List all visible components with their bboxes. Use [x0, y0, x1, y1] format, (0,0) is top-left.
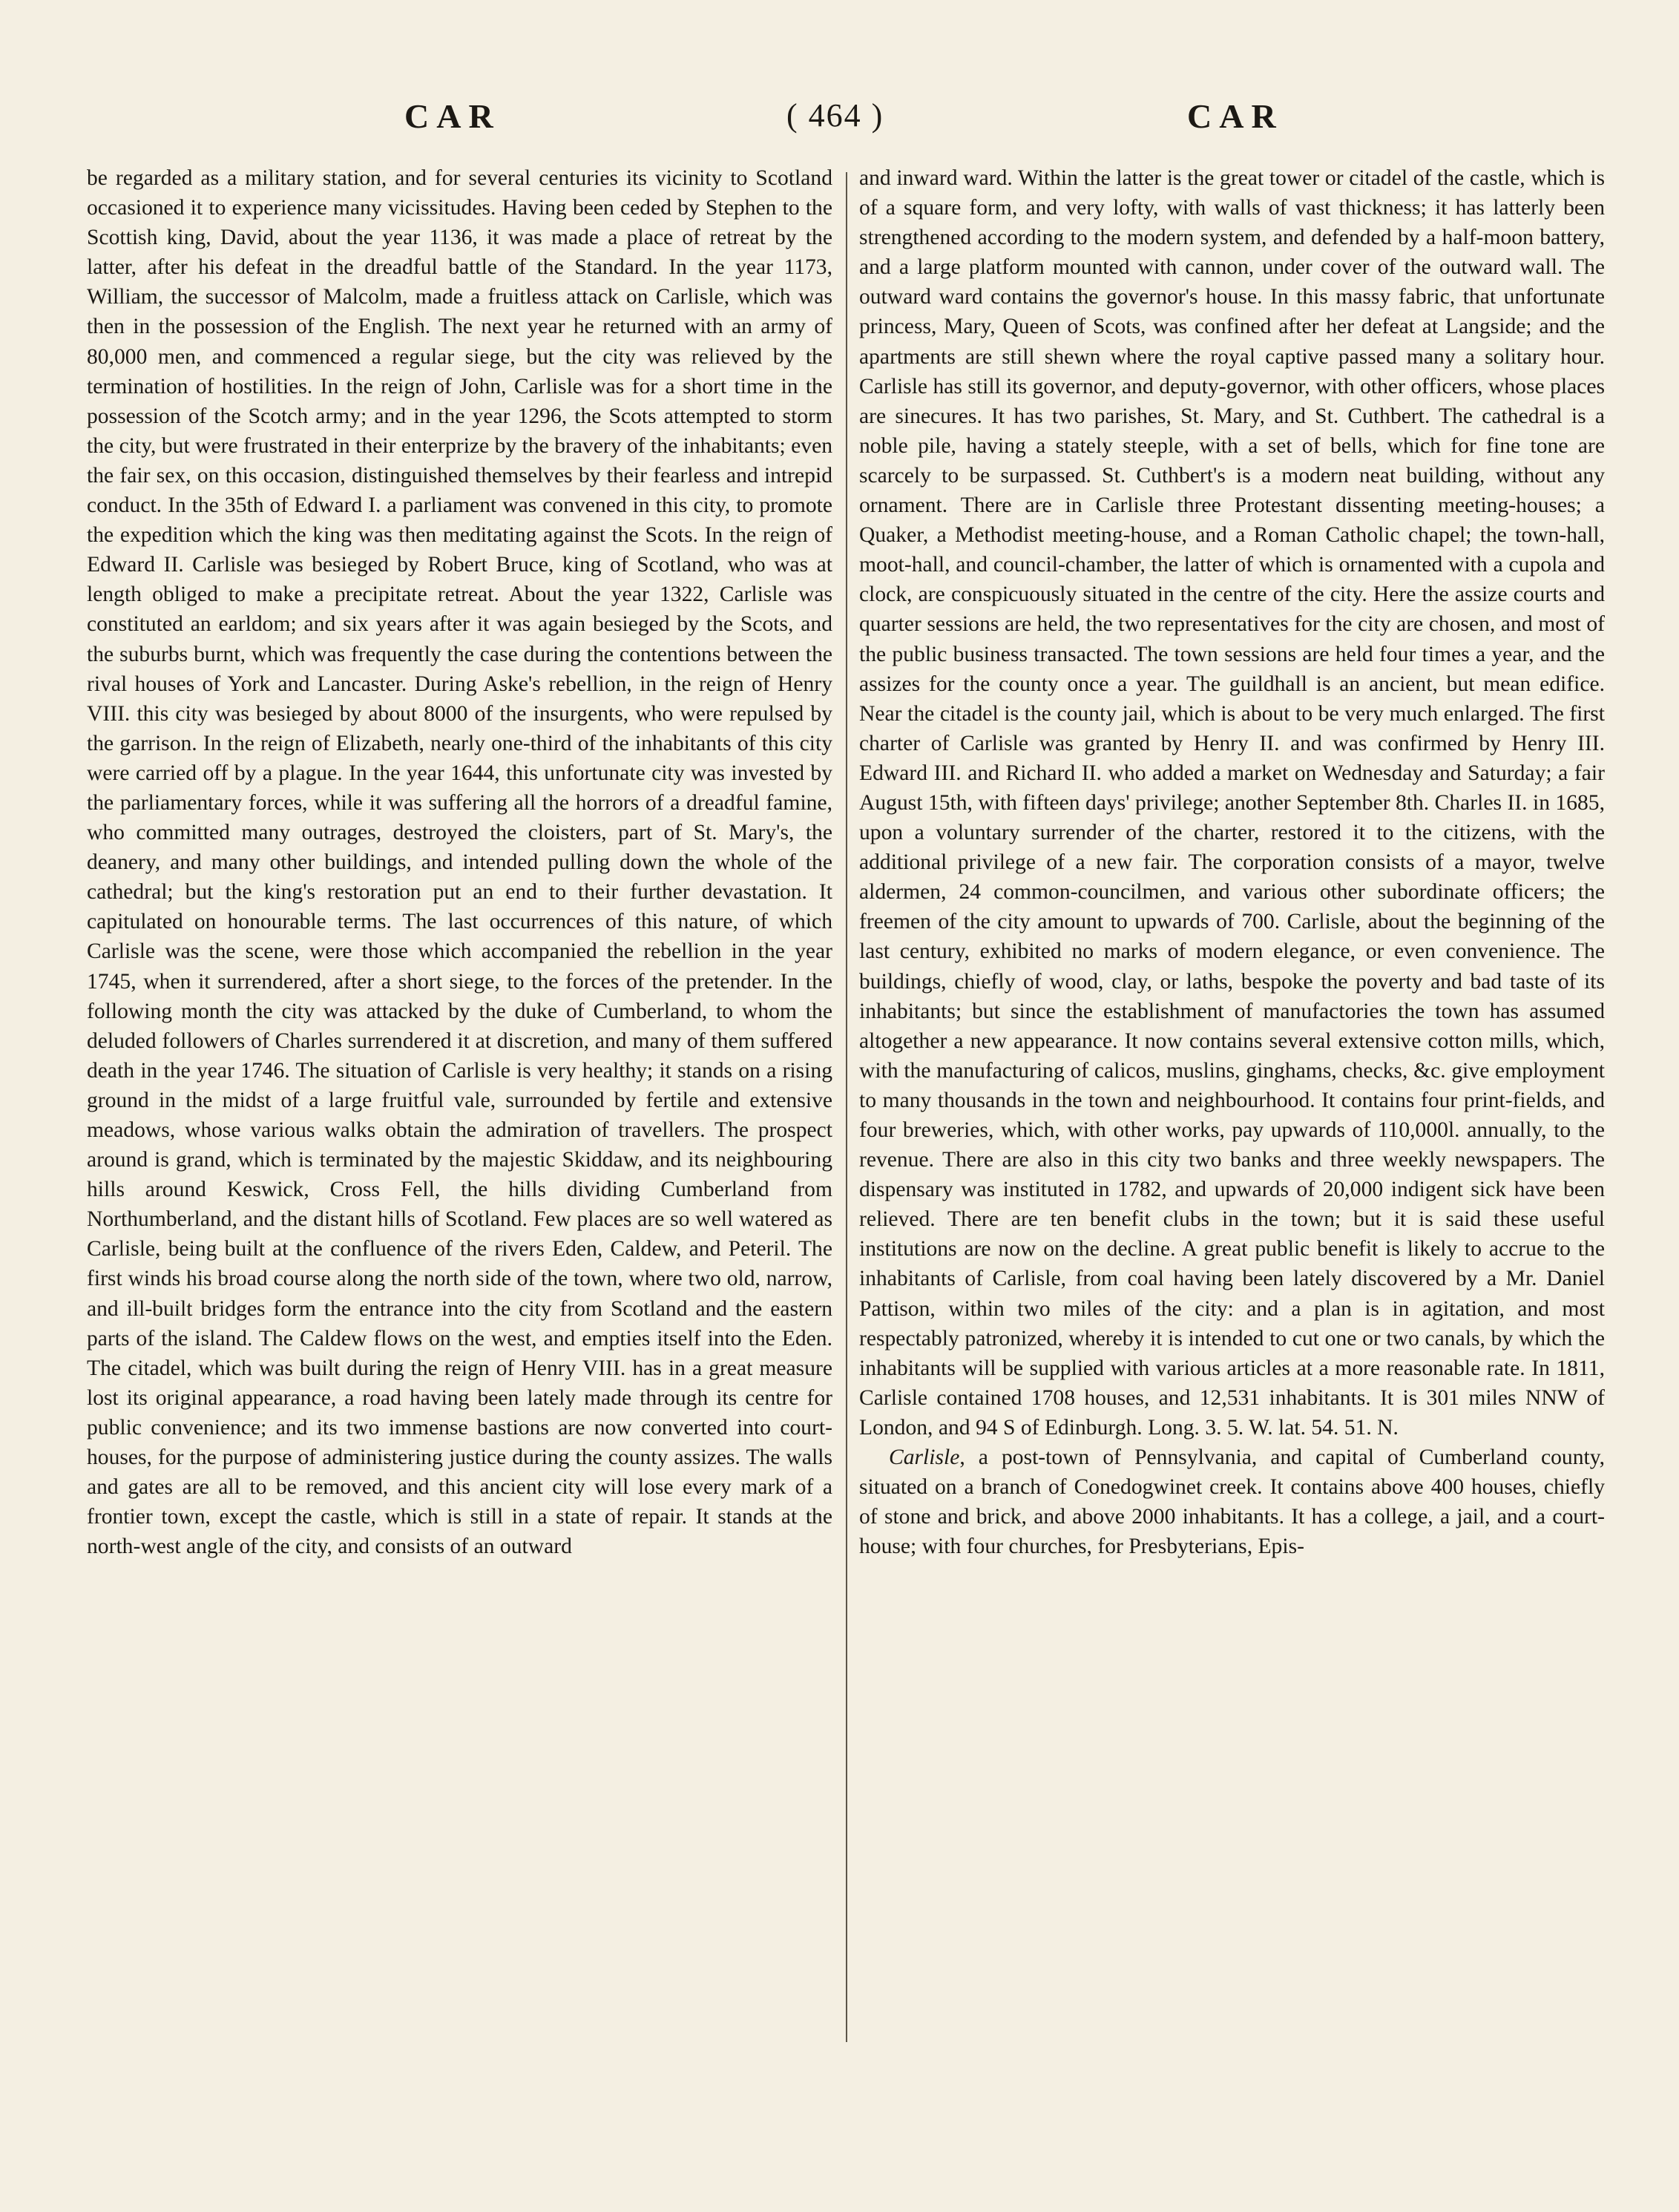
running-head-right: CAR — [1187, 97, 1284, 135]
right-column-text: and inward ward. Within the latter is the great tower or citadel of the castle, which is of a square form, and very lofty, with walls of vast thickness; it has latterly been strengthened according to the modern system, and defended by a half-moon battery, and a large platform mounted with cannon, under cover of the outward wall. The outward ward contains the governor's house. In this massy fabric, that unfortunate princess, Mary, Queen of Scots, was confined after her defeat at Langside; and the apartments are still shewn where the royal captive passed many a solitary hour. Carlisle has still its governor, and deputy-governor, with other officers, whose places are sinecures. It has two parishes, St. Mary, and St. Cuthbert. The cathedral is a noble pile, having a stately steeple, with a set of bells, which for fine tone are scarcely to be surpassed. St. Cuthbert's is a modern neat building, without any ornament. There are in Carlisle three Protestant dissenting meeting-houses; a Quaker, a Methodist meeting-house, and a Roman Catholic chapel; the town-hall, moot-hall, and council-chamber, the latter of which is ornamented with a cupola and clock, are conspicuously situated in the centre of the city. Here the assize courts and quarter sessions are held, the two representatives for the city are chosen, and most of the public business transacted. The town sessions are held four times a year, and the assizes for the county once a year. The guildhall is an ancient, but mean edifice. Near the citadel is the county jail, which is about to be very much enlarged. The first charter of Carlisle was granted by Henry II. and was confirmed by Henry III. Edward III. and Richard II. who added a market on Wednesday and Saturday; a fair August 15th, with fifteen days' privilege; another September 8th. Charles II. in 1685, upon a voluntary surrender of the charter, restored it to the citizens, with the additional privilege of a new fair. The corporation consists of a mayor, twelve aldermen, 24 common-councilmen, and various other subordinate officers; the freemen of the city amount to upwards of 700. Carlisle, about the beginning of the last century, exhibited no marks of modern elegance, or even convenience. The buildings, chiefly of wood, clay, or laths, bespoke the poverty and bad taste of its inhabitants; but since the establishment of manufactories the town has assumed altogether a new appearance. It now contains several extensive cotton mills, which, with the manufacturing of calicos, muslins, ginghams, checks, &c. give employment to many thousands in the town and neighbourhood. It contains four print-fields, and four breweries, which, with other works, pay upwards of 110,000l. annually, to the revenue. There are also in this city two banks and three weekly newspapers. The dispensary was instituted in 1782, and upwards of 20,000 indigent sick have been relieved. There are ten benefit clubs in the town; but it is said these useful institutions are now on the decline. A great public benefit is likely to accrue to the inhabitants of Carlisle, from coal having been lately discovered by a Mr. Daniel Pattison, within two miles of the city: and a plan is in agitation, and most respectably patronized, whereby it is intended to cut one or two canals, by which the inhabitants will be supplied with various articles at a more reasonable rate. In 1811, Carlisle contained 1708 houses, and 12,531 inhabitants. It is 301 miles NNW of London, and 94 S of Edinburgh. Long. 3. 5. W. lat. 54. 51. N. — [859, 166, 1605, 1440]
running-header — [0, 96, 1679, 148]
page-number: ( 464 ) — [786, 97, 884, 134]
entry-carlisle-pennsylvania — [859, 1443, 1605, 1561]
left-column-text: be regarded as a military station, and for several centuries its vicinity to Scotland occasioned it to experience many vicissitudes. Having been ceded by Stephen to the Scottish king, David, about the year 1136, it was made a place of retreat by the latter, after his defeat in the dreadful battle of the Standard. In the year 1173, William, the successor of Malcolm, made a fruitless attack on Carlisle, which was then in the possession of the English. The next year he returned with an army of 80,000 men, and commenced a regular siege, but the city was relieved by the termination of hostilities. In the reign of John, Carlisle was for a short time in the possession of the Scotch army; and in the year 1296, the Scots attempted to storm the city, but were frustrated in their enterprize by the bravery of the inhabitants; even the fair sex, on this occasion, distinguished themselves by their fearless and intrepid conduct. In the 35th of Edward I. a parliament was convened in this city, to promote the expedition which the king was then meditating against the Scots. In the reign of Edward II. Carlisle was besieged by Robert Bruce, king of Scotland, who was at length obliged to make a precipitate retreat. About the year 1322, Carlisle was constituted an earldom; and six years after it was again besieged by the Scots, and the suburbs burnt, which was frequently the case during the contentions between the rival houses of York and Lancaster. During Aske's rebellion, in the reign of Henry VIII. this city was besieged by about 8000 of the insurgents, who were repulsed by the garrison. In the reign of Elizabeth, nearly one-third of the inhabitants of this city were carried off by a plague. In the year 1644, this unfortunate city was invested by the parliamentary forces, while it was suffering all the horrors of a dreadful famine, who committed many outrages, destroyed the cloisters, part of St. Mary's, the deanery, and many other buildings, and intended pulling down the whole of the cathedral; but the king's restoration put an end to their further devastation. It capitulated on honourable terms. The last occurrences of this nature, of which Carlisle was the scene, were those which accompanied the rebellion in the year 1745, when it surrendered, after a short siege, to the forces of the pretender. In the following month the city was attacked by the duke of Cumberland, to whom the deluded followers of Charles surrendered it at discretion, and many of them suffered death in the year 1746. The situation of Carlisle is very healthy; it stands on a rising ground in the midst of a large fruitful vale, surrounded by fertile and extensive meadows, whose various walks obtain the admiration of travellers. The prospect around is grand, which is terminated by the majestic Skiddaw, and its neighbouring hills around Keswick, Cross Fell, the hills dividing Cumberland from Northumberland, and the distant hills of Scotland. Few places are so well watered as Carlisle, being built at the confluence of the rivers Eden, Caldew, and Peteril. The first winds his broad course along the north side of the town, where two old, narrow, and ill-built bridges form the entrance into the city from Scotland and the eastern parts of the island. The Caldew flows on the west, and empties itself into the Eden. The citadel, which was built during the reign of Henry VIII. has in a great measure lost its original appearance, a road having been lately made through its centre for public convenience; and its two immense bastions are now converted into court-houses, for the purpose of administering justice during the county assizes. The walls and gates are all to be removed, and this ancient city will lose every mark of a frontier town, except the castle, which is still in a state of repair. It stands at the north-west angle of the city, and consists of an outward — [87, 166, 832, 1559]
entry-headword: Carlisle — [889, 1445, 960, 1470]
column-divider — [846, 172, 847, 2042]
left-column — [87, 163, 832, 1561]
entry-text: , a post-town of Pennsylvania, and capital of Cumberland county, situated on a branch of Conedogwinet creek. It contains above 400 houses, chiefly of stone and brick, and above 2000 inhabitants. It has a college, a jail, and a court-house; with four churches, for Presbyterians, Epis- — [859, 1445, 1605, 1559]
right-column — [859, 163, 1605, 1561]
running-head-left: CAR — [404, 97, 501, 135]
